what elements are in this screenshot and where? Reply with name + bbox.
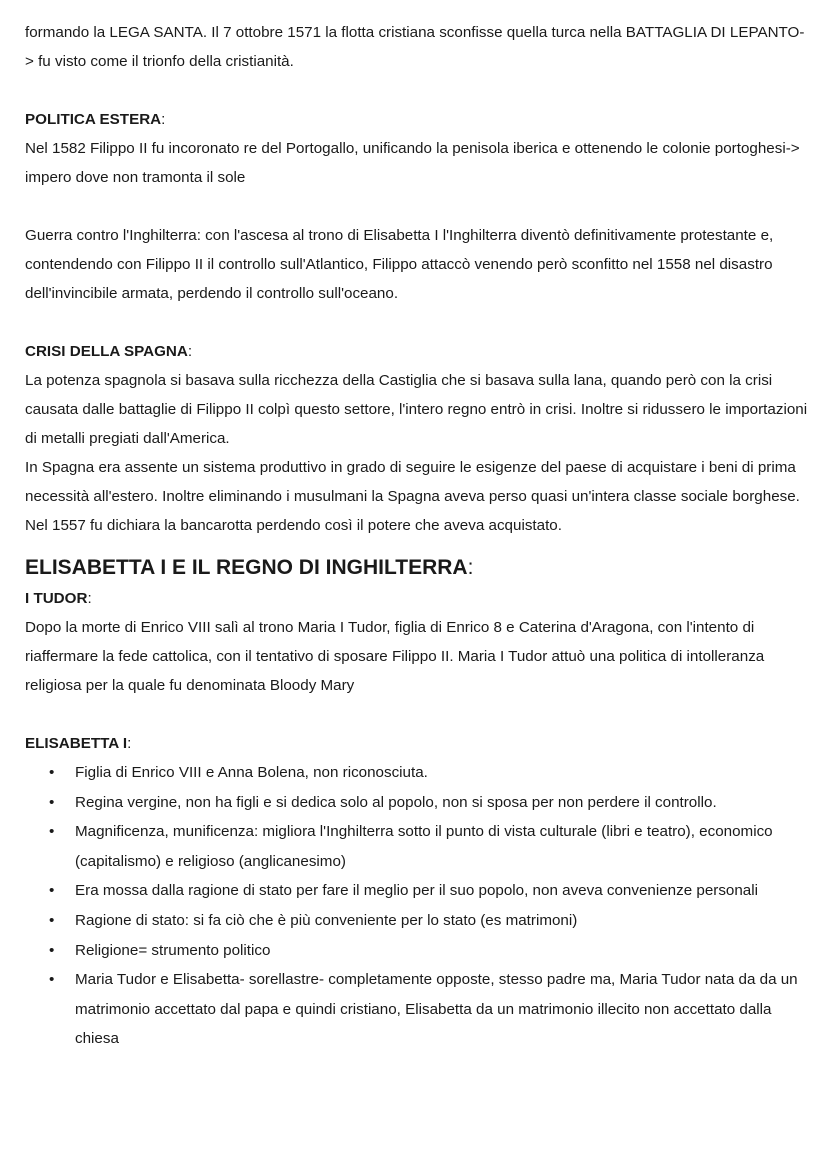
list-item-text: Ragione di stato: si fa ciò che è più conveniente per lo stato (es matrimoni) <box>75 911 578 929</box>
list-item <box>25 788 810 818</box>
heading-text: CRISI DELLA SPAGNA <box>25 343 188 360</box>
bullet-icon: • <box>49 911 55 929</box>
list-item-text: Figlia di Enrico VIII e Anna Bolena, non riconosciuta. <box>75 764 428 781</box>
heading-colon: : <box>161 111 166 128</box>
heading-colon: : <box>127 735 132 752</box>
bullet-icon: • <box>49 882 55 900</box>
spacer <box>25 308 810 337</box>
bullet-icon: • <box>49 764 55 781</box>
list-item <box>25 906 810 936</box>
heading-text: ELISABETTA I E IL REGNO DI INGHILTERRA <box>25 556 468 579</box>
list-item <box>25 876 810 906</box>
bullet-icon: • <box>49 971 55 989</box>
section-heading-elisabetta-i <box>25 729 810 758</box>
heading-text: ELISABETTA I <box>25 735 128 752</box>
crisi-paragraph-2: In Spagna era assente un sistema produttivo in grado di seguire le esigenze del paese di acquistare i beni di prima necessità all'estero. Inoltre eliminando i musulmani la Spagna aveva perso quasi un'intera classe sociale borghese. Nel 1557 fu dichiara la bancarotta perdendo così il potere che aveva acquistato. <box>25 459 800 534</box>
politica-estera-paragraph-2: Guerra contro l'Inghilterra: con l'ascesa al trono di Elisabetta I l'Inghilterra diventò definitivamente protestante e, contendendo con Filippo II il controllo sull'Atlantico, Filippo attaccò venendo però sconfitto nel 1558 nel disastro dell'invincibile armata, perdendo il controllo sull'oceano. <box>25 227 774 302</box>
list-item-text: Magnificenza, munificenza: migliora l'Inghilterra sotto il punto di vista culturale (libri e teatro), economico (capitalismo) e religioso (anglicanesimo) <box>75 823 773 870</box>
section-heading-tudor <box>25 584 810 613</box>
heading-text: POLITICA ESTERA <box>25 111 162 128</box>
bullet-icon: • <box>49 941 55 959</box>
bullet-icon: • <box>49 793 55 811</box>
document-page <box>25 18 810 1054</box>
list-item-text: Religione= strumento politico <box>75 941 271 959</box>
chapter-heading-elisabetta <box>25 552 810 584</box>
elisabetta-bullet-list <box>25 758 810 1054</box>
heading-colon: : <box>467 556 474 579</box>
list-item <box>25 965 810 1054</box>
section-heading-politica-estera <box>25 105 810 134</box>
list-item <box>25 758 810 788</box>
heading-text: I TUDOR <box>25 590 88 607</box>
spacer <box>25 192 810 221</box>
list-item-text: Maria Tudor e Elisabetta- sorellastre- completamente opposte, stesso padre ma, Maria Tudor nata da da un matrimonio accettato dal papa e quindi cristiano, Elisabetta da un matrimonio illecito non accettato dalla chiesa <box>75 971 798 1048</box>
politica-estera-paragraph-1: Nel 1582 Filippo II fu incoronato re del Portogallo, unificando la penisola iberica e ottenendo le colonie portoghesi-> impero dove non tramonta il sole <box>25 140 800 186</box>
heading-colon: : <box>87 590 92 607</box>
section-heading-crisi-spagna <box>25 337 810 366</box>
spacer <box>25 76 810 105</box>
intro-paragraph: formando la LEGA SANTA. Il 7 ottobre 1571 la flotta cristiana sconfisse quella turca nella BATTAGLIA DI LEPANTO-> fu visto come il trionfo della cristianità. <box>25 24 805 70</box>
heading-colon: : <box>187 343 193 360</box>
list-item-text: Era mossa dalla ragione di stato per fare il meglio per il suo popolo, non aveva convenienze personali <box>75 882 758 900</box>
list-item-text: Regina vergine, non ha figli e si dedica solo al popolo, non si sposa per non perdere il controllo. <box>75 793 717 811</box>
list-item <box>25 936 810 966</box>
bullet-icon: • <box>49 823 55 841</box>
list-item <box>25 817 810 876</box>
crisi-paragraph-1: La potenza spagnola si basava sulla ricchezza della Castiglia che si basava sulla lana, quando però con la crisi causata dalle battaglie di Filippo II colpì questo settore, l'intero regno entrò in crisi. Inoltre si ridussero le importazioni di metalli pregiati dall'America. <box>25 372 808 447</box>
spacer <box>25 700 810 729</box>
tudor-paragraph: Dopo la morte di Enrico VIII salì al trono Maria I Tudor, figlia di Enrico 8 e Caterina d'Aragona, con l'intento di riaffermare la fede cattolica, con il tentativo di sposare Filippo II. Maria I Tudor attuò una politica di intolleranza religiosa per la quale fu denominata Bloody Mary <box>25 619 765 694</box>
